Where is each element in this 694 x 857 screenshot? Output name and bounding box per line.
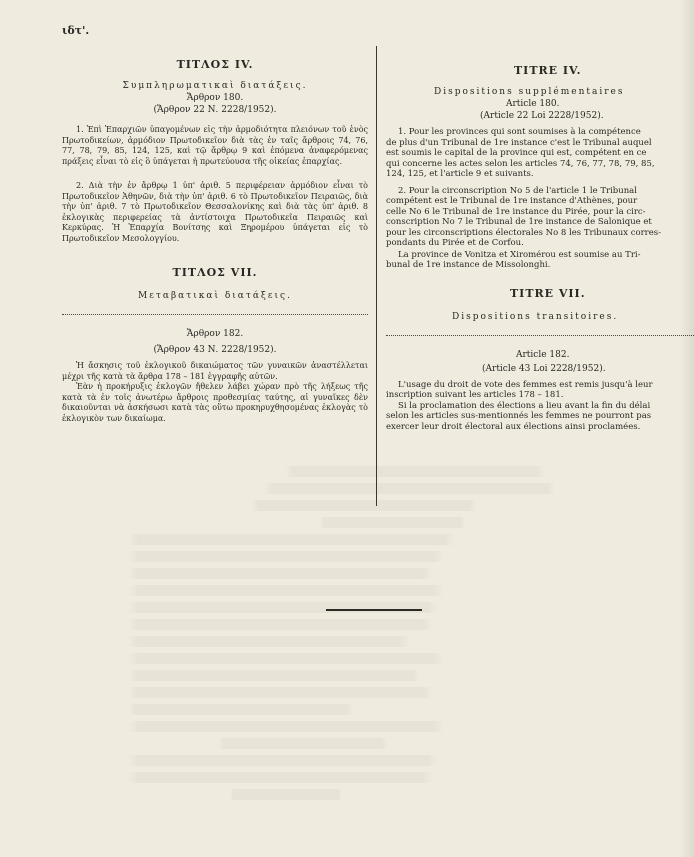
paragraph-block	[386, 401, 694, 433]
article-number: Article 182.	[516, 349, 570, 360]
text-line: compétent est le Tribunal de 1re instance d'Athènes, pour	[386, 196, 638, 206]
paragraph-block	[386, 186, 694, 249]
bleed-through-text	[118, 466, 678, 836]
dotted-separator	[386, 334, 694, 336]
text-line: bunal de 1re instance de Missolonghi.	[386, 260, 551, 270]
paragraph-block	[386, 250, 694, 271]
paragraph: 1. Ἐπὶ Ἐπαρχιῶν ὑπαγομένων εἰς τὴν ἁρμοδιότητα πλειόνων τοῦ ἑνὸς Πρωτοδικείων, ἁρμόδιον Πρωτοδικεῖον διὰ τὰς ἐν ταῖς ἄρθροις 74, 76, 77, 78, 79, 85, 124, 125, καὶ τῷ ἄρθρῳ 9 καὶ ἐπόμενα ἀναφερόμενας πράξεις εἶναι τὸ εἰς ὃ ὑπάγεται ἡ πρωτεύουσα τῆς οἰκείας ἐπαρχίας.	[62, 125, 368, 166]
text-line: est soumis le capital de la province qui est, compétent en ce	[386, 148, 647, 158]
article-reference: (Article 22 Loi 2228/1952).	[480, 111, 604, 121]
column-divider	[376, 46, 377, 506]
text-line: pour les circonscriptions électorales No 8 les Tribunaux corres-	[386, 227, 661, 238]
text-line: La province de Vonitza et Xiromérou est soumise au Tri-	[398, 249, 641, 260]
article-reference: (Ἄρθρον 43 Ν. 2228/1952).	[153, 345, 277, 355]
page-edge-shadow	[680, 0, 694, 857]
article-reference: (Article 43 Loi 2228/1952).	[482, 363, 606, 374]
greek-column	[62, 50, 368, 424]
article-reference: (Ἄρθρον 22 Ν. 2228/1952).	[153, 105, 277, 115]
text-line: 124, 125, et l'article 9 et suivants.	[386, 169, 534, 179]
article-number: Ἄρθρον 180.	[186, 93, 244, 103]
text-line: de plus d'un Tribunal de 1re instance c'est le Tribunal auquel	[386, 137, 652, 148]
paragraph-block	[386, 380, 694, 401]
section-title: TITRE IV.	[514, 64, 582, 77]
paragraph: 2. Διὰ τὴν ἐν ἄρθρῳ 1 ὑπ' ἀριθ. 5 περιφέρειαν ἁρμόδιον εἶναι τὸ Πρωτοδικεῖον Ἀθηνῶν, διὰ τὴν ὑπ' ἀριθ. 6 τὸ Πρωτοδικεῖον Πειραιῶς, διὰ τὴν ὑπ' ἀριθ. 7 τὸ Πρωτοδικεῖον Θεσσαλονίκης καὶ διὰ τὰς ὑπ' ἀριθ. 8 ἐκλογικὰς περιφερείας τὰ ἀντίστοιχα Πρωτοδικεῖα Πειραιῶς καὶ Κερκύρας. Ἡ Ἐπαρχία Βονίτσης καὶ Ξηρομέρου ὑπάγεται εἰς τὸ Πρωτοδικεῖον Μεσολογγίου.	[62, 181, 368, 243]
section-title: TITRE VII.	[510, 286, 586, 300]
section-subtitle: Μεταβατικαὶ διατάξεις.	[138, 291, 292, 301]
text-line: 1. Pour les provinces qui sont soumises à la compétence	[398, 127, 641, 137]
text-line: Si la proclamation des élections a lieu avant la fin du délai	[398, 400, 651, 411]
text-line: celle No 6 le Tribunal de 1re instance du Pirée, pour la circ-	[386, 206, 646, 217]
section-subtitle: Συμπληρωματικαὶ διατάξεις.	[122, 81, 308, 91]
end-rule	[326, 609, 422, 611]
section-title: ΤΙΤΛΟΣ VII.	[172, 266, 258, 279]
text-line: inscription suivant les articles 178 – 181.	[386, 390, 564, 400]
text-line: pondants du Pirée et de Corfou.	[386, 238, 524, 248]
paragraph-block	[386, 127, 694, 180]
article-number: Ἄρθρον 182.	[186, 329, 244, 339]
section-subtitle: Dispositions transitoires.	[452, 311, 619, 322]
section-title: ΤΙΤΛΟΣ ΙV.	[176, 58, 254, 71]
text-line: conscription No 7 le Tribunal de 1re instance de Salonique et	[386, 217, 652, 227]
text-line: qui concerne les actes selon les articles 74, 76, 77, 78, 79, 85,	[386, 158, 655, 169]
text-line: selon les articles sus-mentionnés les femmes ne pourront pas	[386, 411, 652, 421]
paragraph: Ἐὰν ἡ προκήρυξις ἐκλογῶν ἤθελεν λάβει χώραν πρὸ τῆς λήξεως τῆς κατὰ τὰ ἐν τοῖς ἀνωτέρω ἄρθροις προθεσμίας ταύτης, αἱ γυναῖκες δὲν δικαιοῦνται νὰ ἀσκήσωσι κατὰ τὰς οὕτω προκηρυχθησομένας ἐκλογὰς τὸ ἐκλογικὸν των δικαίωμα.	[62, 382, 368, 423]
page-number: ιδτ'.	[62, 24, 90, 37]
french-column	[386, 50, 694, 432]
section-subtitle: Dispositions supplémentaires	[434, 87, 625, 97]
dotted-separator	[62, 313, 368, 315]
text-line: exercer leur droit électoral aux élections ainsi proclamées.	[386, 421, 641, 432]
text-line: 2. Pour la circonscription No 5 de l'article 1 le Tribunal	[398, 185, 637, 196]
article-number: Article 180.	[506, 99, 560, 109]
paragraph: Ἡ ἄσκησις τοῦ ἐκλογικοῦ δικαιώματος τῶν γυναικῶν ἀναστέλλεται μέχρι τῆς κατὰ τὰ ἄρθρα 178 – 181 ἐγγραφῆς αὐτῶν.	[62, 361, 368, 381]
text-line: L'usage du droit de vote des femmes est remis jusqu'à leur	[398, 379, 653, 390]
